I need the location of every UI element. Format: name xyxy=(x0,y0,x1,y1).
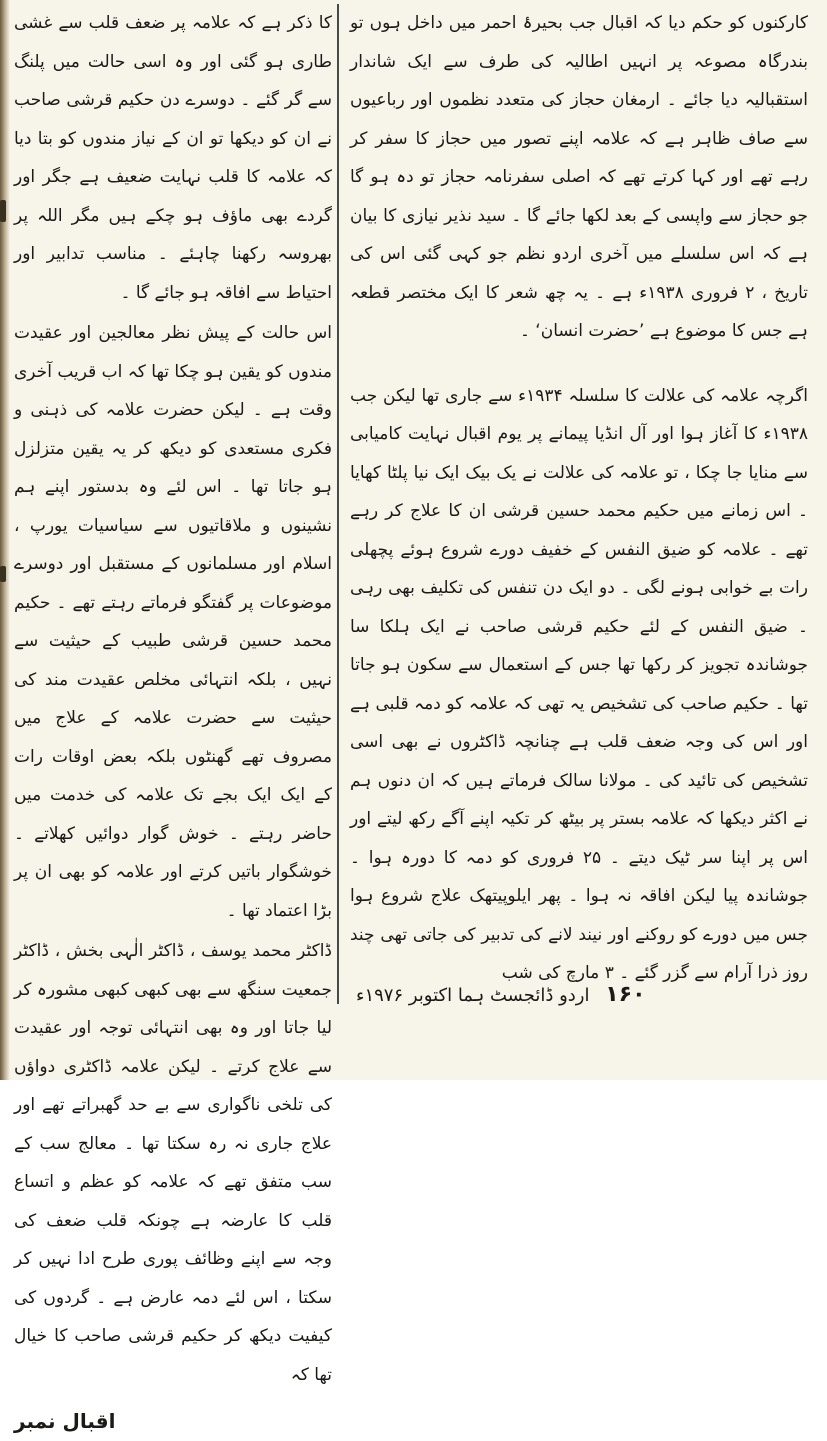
margin-ink-mark xyxy=(0,566,6,582)
margin-ink-mark xyxy=(0,200,6,222)
right-text-column xyxy=(350,0,808,993)
paragraph: ڈاکٹر محمد یوسف ، ڈاکٹر الٰہی بخش ، ڈاکٹر جمعیت سنگھ سے بھی کبھی کبھی مشورہ کر لیا جاتا اور وہ بھی انتہائی توجہ اور عقیدت سے علاج کرتے ۔ لیکن علامہ ڈاکٹری دواؤں کی تلخی ناگواری سے بے حد گھبراتے تھے اور علاج جاری نہ رہ سکتا تھا ۔ معالج سب کے سب متفق تھے کہ علامہ کو عظم و اتساع قلب کا عارضہ ہے چونکہ قلب ضعف کی وجہ سے اپنے وظائف پوری طرح ادا نہیں کر سکتا ، اس لئے دمہ عارض ہے ۔ گردوں کی کیفیت دیکھ کر حکیم قرشی صاحب کا خیال تھا کہ xyxy=(14,941,332,1385)
left-text-column xyxy=(14,0,332,1441)
column-divider xyxy=(337,4,339,1004)
publication-line: اردو ڈائجسٹ ہما اکتوبر ۱۹۷۶ء xyxy=(356,985,590,1006)
page-number: ۱۶۰ xyxy=(605,982,646,1007)
paragraph: اگرچہ علامہ کی علالت کا سلسلہ ۱۹۳۴ء سے جاری تھا لیکن جب ۱۹۳۸ء کا آغاز ہوا اور آل انڈیا پیمانے پر یوم اقبال نہایت کامیابی سے منایا جا چکا ، تو علامہ کی علالت نے یک بیک ایک نیا پلٹا کھایا ۔ اس زمانے میں حکیم محمد حسین قرشی ان کا علاج کر رہے تھے ۔ علامہ کو ضیق النفس کے خفیف دورے شروع ہوئے پچھلی رات بے خوابی ہونے لگی ۔ دو ایک دن تنفس کی تکلیف بھی رہی ۔ ضیق النفس کے لئے حکیم قرشی صاحب نے ایک ہلکا سا جوشاندہ تجویز کر رکھا تھا جس کے استعمال سے سکون ہو جاتا تھا ۔ حکیم صاحب کی تشخیص یہ تھی کہ علامہ کو دمہ قلبی ہے اور اس کی وجہ ضعف قلب ہے چنانچہ ڈاکٹروں نے بھی اسی تشخیص کی تائید کی ۔ مولانا سالک فرماتے ہیں کہ ان دنوں ہم نے اکثر دیکھا کہ علامہ بستر پر بیٹھ کر تکیہ اپنے آگے رکھ لیتے اور اس پر اپنا سر ٹیک دیتے ۔ ۲۵ فروری کو دمہ کا دورہ ہوا ۔ جوشاندہ پیا لیکن افاقہ نہ ہوا ۔ پھر ایلوپیتھک علاج شروع ہوا جس میں دورے کو روکنے اور نیند لانے کی تدبیر کی جاتی تھی چند روز ذرا آرام سے گزر گئے ۔ ۳ مارچ کی شب xyxy=(350,385,808,983)
paragraph: کارکنوں کو حکم دیا کہ اقبال جب بحیرۂ احمر میں داخل ہوں تو بندرگاہ مصوعہ پر انہیں اطالیہ کی طرف سے ایک شاندار استقبالیہ دیا جائے ۔ ارمغان حجاز کی متعدد نظموں اور رباعیوں سے صاف ظاہر ہے کہ علامہ اپنے تصور میں حجاز کا سفر کر رہے تھے اور کہا کرتے تھے کہ اصلی سفرنامہ حجاز تو دہ ہو گا جو حجاز سے واپسی کے بعد لکھا جائے گا ۔ سید نذیر نیازی کا بیان ہے کہ اس سلسلے میں آخری اردو نظم جو کہی گئی اس کی تاریخ ، ۲ فروری ۱۹۳۸ء ہے ۔ یہ چھ شعر کا ایک مختصر قطعہ ہے جس کا موضوع ہے ’حضرت انسان‘ ۔ xyxy=(350,13,808,341)
page-edge-shadow xyxy=(0,0,10,1080)
page-footer xyxy=(356,982,686,1007)
issue-signature: اقبال نمبر xyxy=(14,1409,116,1433)
paragraph: اس حالت کے پیش نظر معالجین اور عقیدت مندوں کو یقین ہو چکا تھا کہ اب قریب آخری وقت ہے ۔ لیکن حضرت علامہ کی ذہنی و فکری مستعدی کو دیکھ کر یہ یقین متزلزل ہو جاتا تھا ۔ اس لئے وہ بدستور اپنے ہم نشینوں و ملاقاتیوں سے سیاسیات یورپ ، اسلام اور مسلمانوں کے مستقبل اور دوسرے موضوعات پر گفتگو فرماتے رہتے تھے ۔ حکیم محمد حسین قرشی طبیب کے حیثیت سے نہیں ، بلکہ انتہائی مخلص عقیدت مند کی حیثیت سے حضرت علامہ کے علاج میں مصروف تھے گھنٹوں بلکہ بعض اوقات رات کے ایک ایک بجے تک علامہ کی خدمت میں حاضر رہتے ۔ خوش گوار دوائیں کھلاتے ۔ خوشگوار باتیں کرتے اور علامہ کو بھی ان پر بڑا اعتماد تھا ۔ xyxy=(14,323,332,921)
paragraph: کا ذکر ہے کہ علامہ پر ضعف قلب سے غشی طاری ہو گئی اور وہ اسی حالت میں پلنگ سے گر گئے ۔ دوسرے دن حکیم قرشی صاحب نے ان کو دیکھا تو ان کے نیاز مندوں کو بتا دیا کہ علامہ کا قلب نہایت ضعیف ہے جگر اور گردے بھی ماؤف ہو چکے ہیں مگر اللہ پر بھروسہ رکھنا چاہئے ۔ مناسب تدابیر اور احتیاط سے افاقہ ہو جائے گا ۔ xyxy=(14,13,332,303)
